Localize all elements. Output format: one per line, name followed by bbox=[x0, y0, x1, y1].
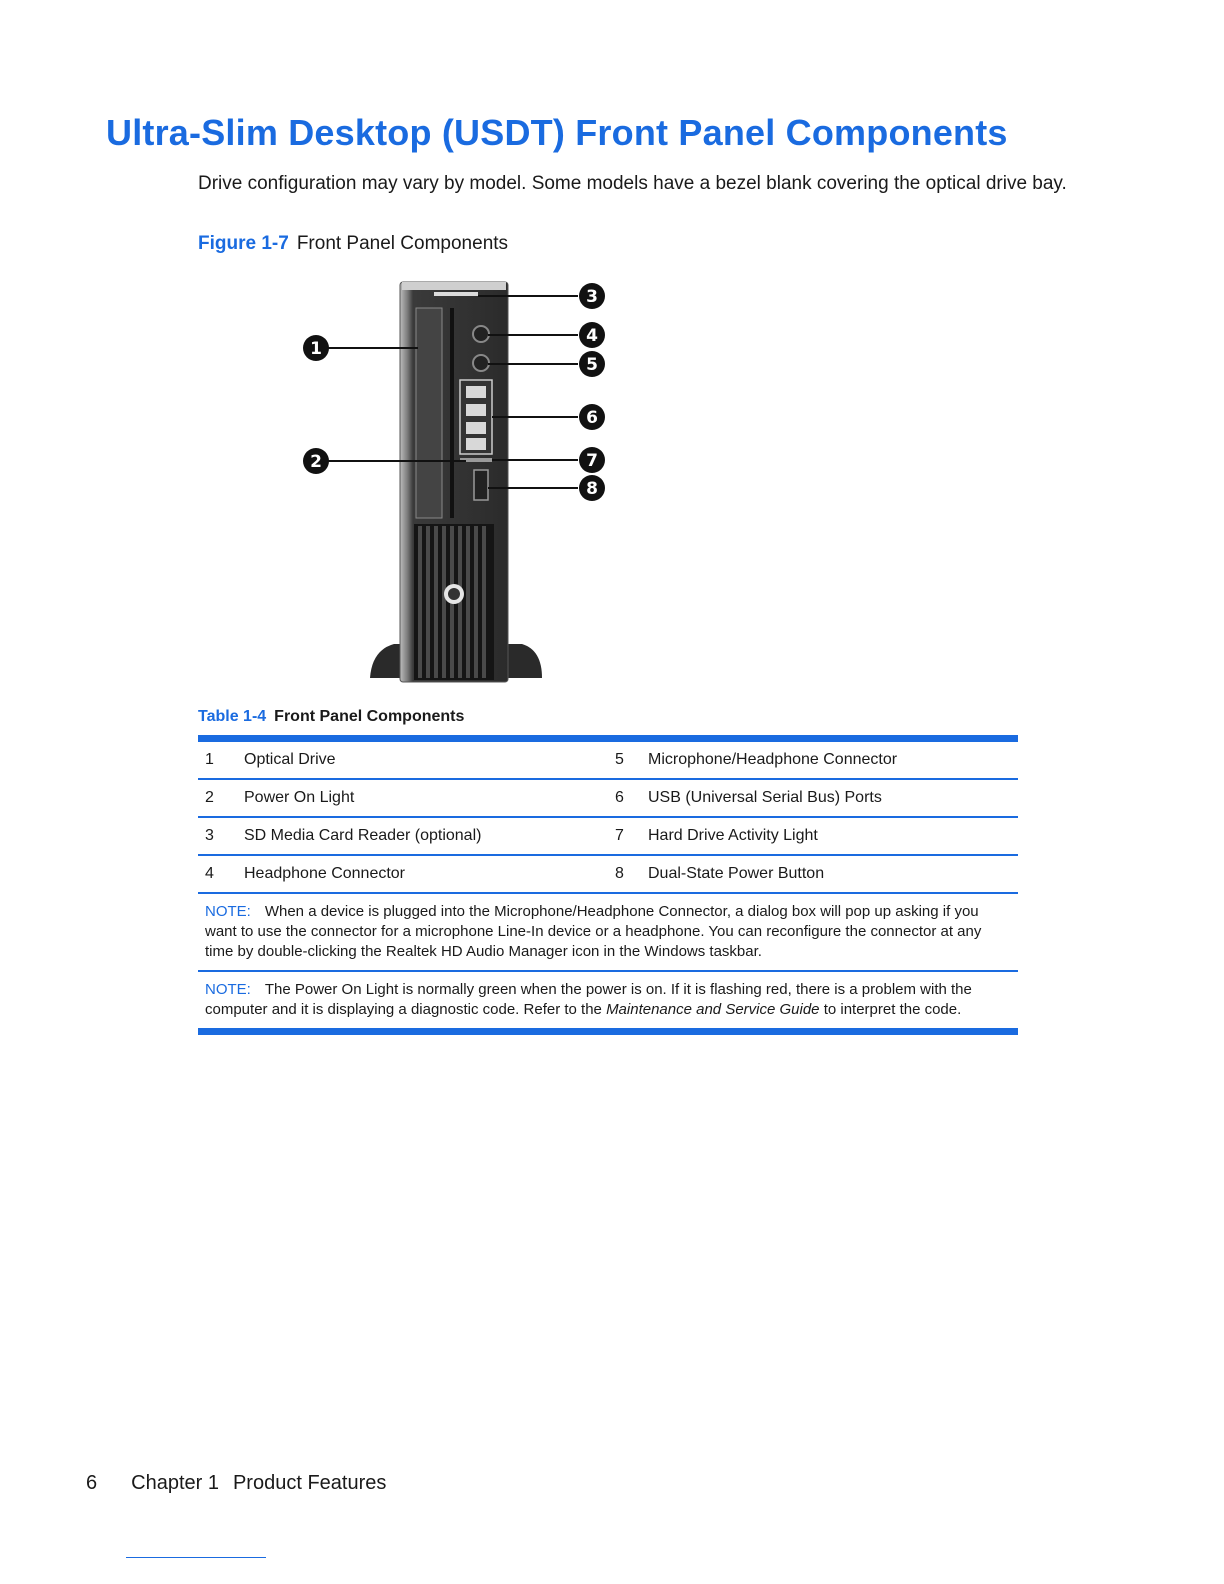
optical-drive bbox=[416, 308, 442, 518]
note-block bbox=[198, 894, 1018, 972]
table-bottom-rule bbox=[198, 1028, 1018, 1035]
svg-text:7: 7 bbox=[586, 451, 598, 471]
drive-slit bbox=[450, 308, 454, 518]
svg-text:3: 3 bbox=[586, 287, 598, 307]
note-text: to interpret the code. bbox=[819, 1001, 962, 1018]
callout-7 bbox=[579, 447, 605, 473]
figure-caption-text: Front Panel Components bbox=[296, 233, 509, 254]
chapter-label: Chapter 1 bbox=[131, 1472, 219, 1494]
svg-text:8: 8 bbox=[586, 479, 598, 499]
note-text: The Power On Light is normally green when the power is on. If it is flashing red, there is a problem with the computer and it is displaying a diagnostic code. Refer to the bbox=[205, 981, 972, 1018]
component-label: USB (Universal Serial Bus) Ports bbox=[648, 789, 882, 806]
component-label: Microphone/Headphone Connector bbox=[648, 751, 898, 768]
computer-illustration bbox=[290, 278, 630, 690]
computer-front-panel-figure bbox=[290, 278, 630, 690]
note-label: NOTE: bbox=[205, 903, 251, 920]
component-label: Power On Light bbox=[244, 789, 355, 806]
callout-2 bbox=[303, 448, 329, 474]
component-number: 2 bbox=[205, 789, 214, 806]
component-number: 3 bbox=[205, 827, 214, 844]
table-number: Table 1-4 bbox=[198, 708, 267, 725]
component-number: 4 bbox=[205, 865, 214, 882]
callout-1 bbox=[303, 335, 329, 361]
component-label: Dual-State Power Button bbox=[648, 865, 825, 882]
table-row bbox=[198, 818, 1018, 856]
logo-badge-inner bbox=[448, 588, 460, 600]
table-row bbox=[198, 742, 1018, 780]
headphone-jack bbox=[473, 326, 489, 342]
table-top-rule bbox=[198, 735, 1018, 742]
component-label: Headphone Connector bbox=[244, 865, 406, 882]
component-number: 5 bbox=[615, 751, 624, 768]
page-footer bbox=[86, 1472, 386, 1495]
svg-text:5: 5 bbox=[586, 355, 598, 375]
usb-port bbox=[466, 438, 486, 450]
page-number: 6 bbox=[86, 1472, 98, 1494]
chapter-title: Product Features bbox=[232, 1472, 387, 1494]
callout-3 bbox=[579, 283, 605, 309]
component-number: 1 bbox=[205, 751, 214, 768]
figure-number: Figure 1-7 bbox=[198, 233, 289, 254]
table-caption bbox=[198, 708, 464, 726]
usb-port bbox=[466, 404, 486, 416]
note-label: NOTE: bbox=[205, 981, 251, 998]
component-label: Optical Drive bbox=[244, 751, 336, 768]
callout-5 bbox=[579, 351, 605, 377]
components-table bbox=[198, 735, 1018, 1035]
callout-6 bbox=[579, 404, 605, 430]
svg-text:1: 1 bbox=[310, 339, 322, 359]
table-row bbox=[198, 856, 1018, 894]
page-title: Ultra-Slim Desktop (USDT) Front Panel Components bbox=[106, 112, 1008, 153]
callout-4 bbox=[579, 322, 605, 348]
power-button bbox=[474, 470, 488, 500]
component-label: SD Media Card Reader (optional) bbox=[244, 827, 482, 844]
table-caption-text: Front Panel Components bbox=[274, 708, 465, 725]
footer-rule bbox=[126, 1557, 266, 1558]
note-text-italic: Maintenance and Service Guide bbox=[606, 1001, 820, 1018]
usb-port bbox=[466, 386, 486, 398]
microphone-jack bbox=[473, 355, 489, 371]
top-trim bbox=[402, 282, 506, 290]
svg-text:4: 4 bbox=[586, 326, 598, 346]
component-label: Hard Drive Activity Light bbox=[648, 827, 818, 844]
callout-8 bbox=[579, 475, 605, 501]
figure-caption bbox=[198, 233, 508, 255]
note-block bbox=[198, 972, 1018, 1028]
component-number: 7 bbox=[615, 827, 624, 844]
component-number: 8 bbox=[615, 865, 624, 882]
usb-port bbox=[466, 422, 486, 434]
svg-text:2: 2 bbox=[310, 452, 322, 472]
note-text: When a device is plugged into the Microphone/Headphone Connector, a dialog box will pop up asking if you want to use the connector for a microphone Line-In device or a headphone. You can reconfigure the connector at any time by double-clicking the Realtek HD Audio Manager icon in the Windows taskbar. bbox=[205, 903, 982, 960]
sd-slot bbox=[434, 292, 478, 296]
intro-paragraph: Drive configuration may vary by model. Some models have a bezel blank covering the optical drive bay. bbox=[198, 173, 1067, 194]
svg-text:6: 6 bbox=[586, 408, 598, 428]
component-number: 6 bbox=[615, 789, 624, 806]
table-row bbox=[198, 780, 1018, 818]
